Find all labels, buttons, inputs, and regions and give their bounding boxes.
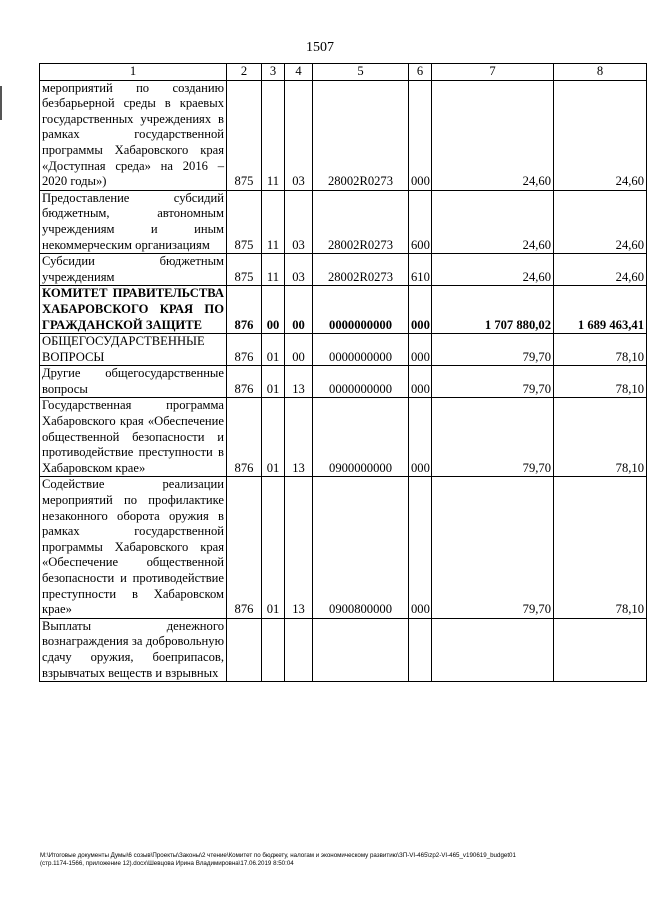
cell-section: 11 — [262, 80, 285, 190]
table-row — [40, 80, 647, 190]
cell-target-article: 28002R0273 — [313, 254, 409, 286]
cell-subsection: 13 — [285, 366, 313, 398]
cell-expense-type: 000 — [409, 286, 432, 334]
table-row — [40, 254, 647, 286]
cell-section: 01 — [262, 334, 285, 366]
cell-expense-type: 000 — [409, 80, 432, 190]
cell-amount-2: 78,10 — [554, 398, 647, 477]
cell-amount-1: 24,60 — [432, 254, 554, 286]
cell-amount-1: 24,60 — [432, 80, 554, 190]
cell-target-article: 28002R0273 — [313, 190, 409, 253]
cell-expense-type: 600 — [409, 190, 432, 253]
cell-amount-1: 79,70 — [432, 366, 554, 398]
cell-ministry-code: 876 — [227, 398, 262, 477]
cell-amount-2: 24,60 — [554, 254, 647, 286]
cell-subsection: 13 — [285, 398, 313, 477]
cell-amount-2 — [554, 618, 647, 681]
cell-amount-1: 79,70 — [432, 334, 554, 366]
cell-amount-1: 79,70 — [432, 398, 554, 477]
cell-section — [262, 618, 285, 681]
document-footer — [40, 852, 620, 868]
page-number: 1507 — [306, 40, 334, 55]
row-name: Другие общегосударственные вопросы — [40, 366, 227, 398]
table-row — [40, 190, 647, 253]
table-row — [40, 286, 647, 334]
column-header: 3 — [262, 64, 285, 81]
cell-amount-1: 24,60 — [432, 190, 554, 253]
cell-section: 11 — [262, 254, 285, 286]
cell-subsection: 00 — [285, 334, 313, 366]
cell-section: 01 — [262, 398, 285, 477]
cell-expense-type: 000 — [409, 366, 432, 398]
row-name: КОМИТЕТ ПРАВИТЕЛЬСТВА ХАБАРОВСКОГО КРАЯ ПО ГРАЖДАНСКОЙ ЗАЩИТЕ — [40, 286, 227, 334]
cell-ministry-code: 876 — [227, 477, 262, 618]
column-header: 4 — [285, 64, 313, 81]
cell-expense-type — [409, 618, 432, 681]
row-name: ОБЩЕГОСУДАРСТВЕННЫЕ ВОПРОСЫ — [40, 334, 227, 366]
column-header: 1 — [40, 64, 227, 81]
cell-subsection: 03 — [285, 254, 313, 286]
margin-mark — [0, 86, 2, 120]
cell-target-article: 0900800000 — [313, 477, 409, 618]
cell-subsection: 13 — [285, 477, 313, 618]
row-name: Выплаты денежного вознаграждения за добровольную сдачу оружия, боеприпасов, взрывчатых веществ и взрывных — [40, 618, 227, 681]
cell-amount-2: 78,10 — [554, 477, 647, 618]
row-name: Содействие реализации мероприятий по профилактике незаконного оборота оружия в рамках государственной программы Хабаровского края «Обеспечение общественной безопасности и противодействие преступности в Хабаровском крае» — [40, 477, 227, 618]
cell-ministry-code: 876 — [227, 286, 262, 334]
cell-amount-2: 1 689 463,41 — [554, 286, 647, 334]
cell-target-article: 0000000000 — [313, 334, 409, 366]
cell-expense-type: 000 — [409, 477, 432, 618]
cell-subsection: 03 — [285, 80, 313, 190]
cell-amount-2: 24,60 — [554, 190, 647, 253]
column-header: 5 — [313, 64, 409, 81]
cell-target-article: 28002R0273 — [313, 80, 409, 190]
cell-section: 01 — [262, 477, 285, 618]
column-number-row — [40, 64, 647, 81]
cell-ministry-code: 875 — [227, 190, 262, 253]
cell-target-article — [313, 618, 409, 681]
budget-table — [39, 63, 647, 682]
cell-target-article: 0000000000 — [313, 286, 409, 334]
cell-ministry-code: 875 — [227, 80, 262, 190]
column-header: 2 — [227, 64, 262, 81]
cell-section: 11 — [262, 190, 285, 253]
cell-target-article: 0900000000 — [313, 398, 409, 477]
cell-section: 01 — [262, 366, 285, 398]
table-row — [40, 366, 647, 398]
cell-amount-2: 78,10 — [554, 334, 647, 366]
column-header: 8 — [554, 64, 647, 81]
table-row — [40, 398, 647, 477]
row-name: Субсидии бюджетным учреждениям — [40, 254, 227, 286]
cell-subsection — [285, 618, 313, 681]
cell-expense-type: 610 — [409, 254, 432, 286]
cell-ministry-code: 876 — [227, 366, 262, 398]
cell-ministry-code — [227, 618, 262, 681]
row-name: мероприятий по созданию безбарьерной среды в краевых государственных учреждениях в рамках государственной программы Хабаровского края «Доступная среда» на 2016 – 2020 годы») — [40, 80, 227, 190]
table-row — [40, 618, 647, 681]
cell-expense-type: 000 — [409, 398, 432, 477]
cell-subsection: 03 — [285, 190, 313, 253]
cell-expense-type: 000 — [409, 334, 432, 366]
column-header: 7 — [432, 64, 554, 81]
footer-author-line: (стр.1174-1566, приложение 12).docx\Шевцова Ирина Владимировна\17.06.2019 8:50:04 — [40, 860, 294, 867]
column-header: 6 — [409, 64, 432, 81]
row-name: Предоставление субсидий бюджетным, автономным учреждениям и иным некоммерческим организациям — [40, 190, 227, 253]
cell-amount-2: 24,60 — [554, 80, 647, 190]
cell-ministry-code: 875 — [227, 254, 262, 286]
row-name: Государственная программа Хабаровского края «Обеспечение общественной безопасности и противодействие преступности в Хабаровском крае» — [40, 398, 227, 477]
cell-target-article: 0000000000 — [313, 366, 409, 398]
table-row — [40, 334, 647, 366]
cell-amount-1: 79,70 — [432, 477, 554, 618]
cell-amount-1 — [432, 618, 554, 681]
cell-ministry-code: 876 — [227, 334, 262, 366]
footer-path-line: M:\Итоговые документы Думы\6 созыв\Проекты\Законы\2 чтение\Комитет по бюджету, налогам и экономическому развитию\ЗП-VI-465\zp2-VI-465_v190619_budget01 — [40, 852, 516, 859]
cell-subsection: 00 — [285, 286, 313, 334]
cell-amount-2: 78,10 — [554, 366, 647, 398]
cell-amount-1: 1 707 880,02 — [432, 286, 554, 334]
cell-section: 00 — [262, 286, 285, 334]
table-row — [40, 477, 647, 618]
